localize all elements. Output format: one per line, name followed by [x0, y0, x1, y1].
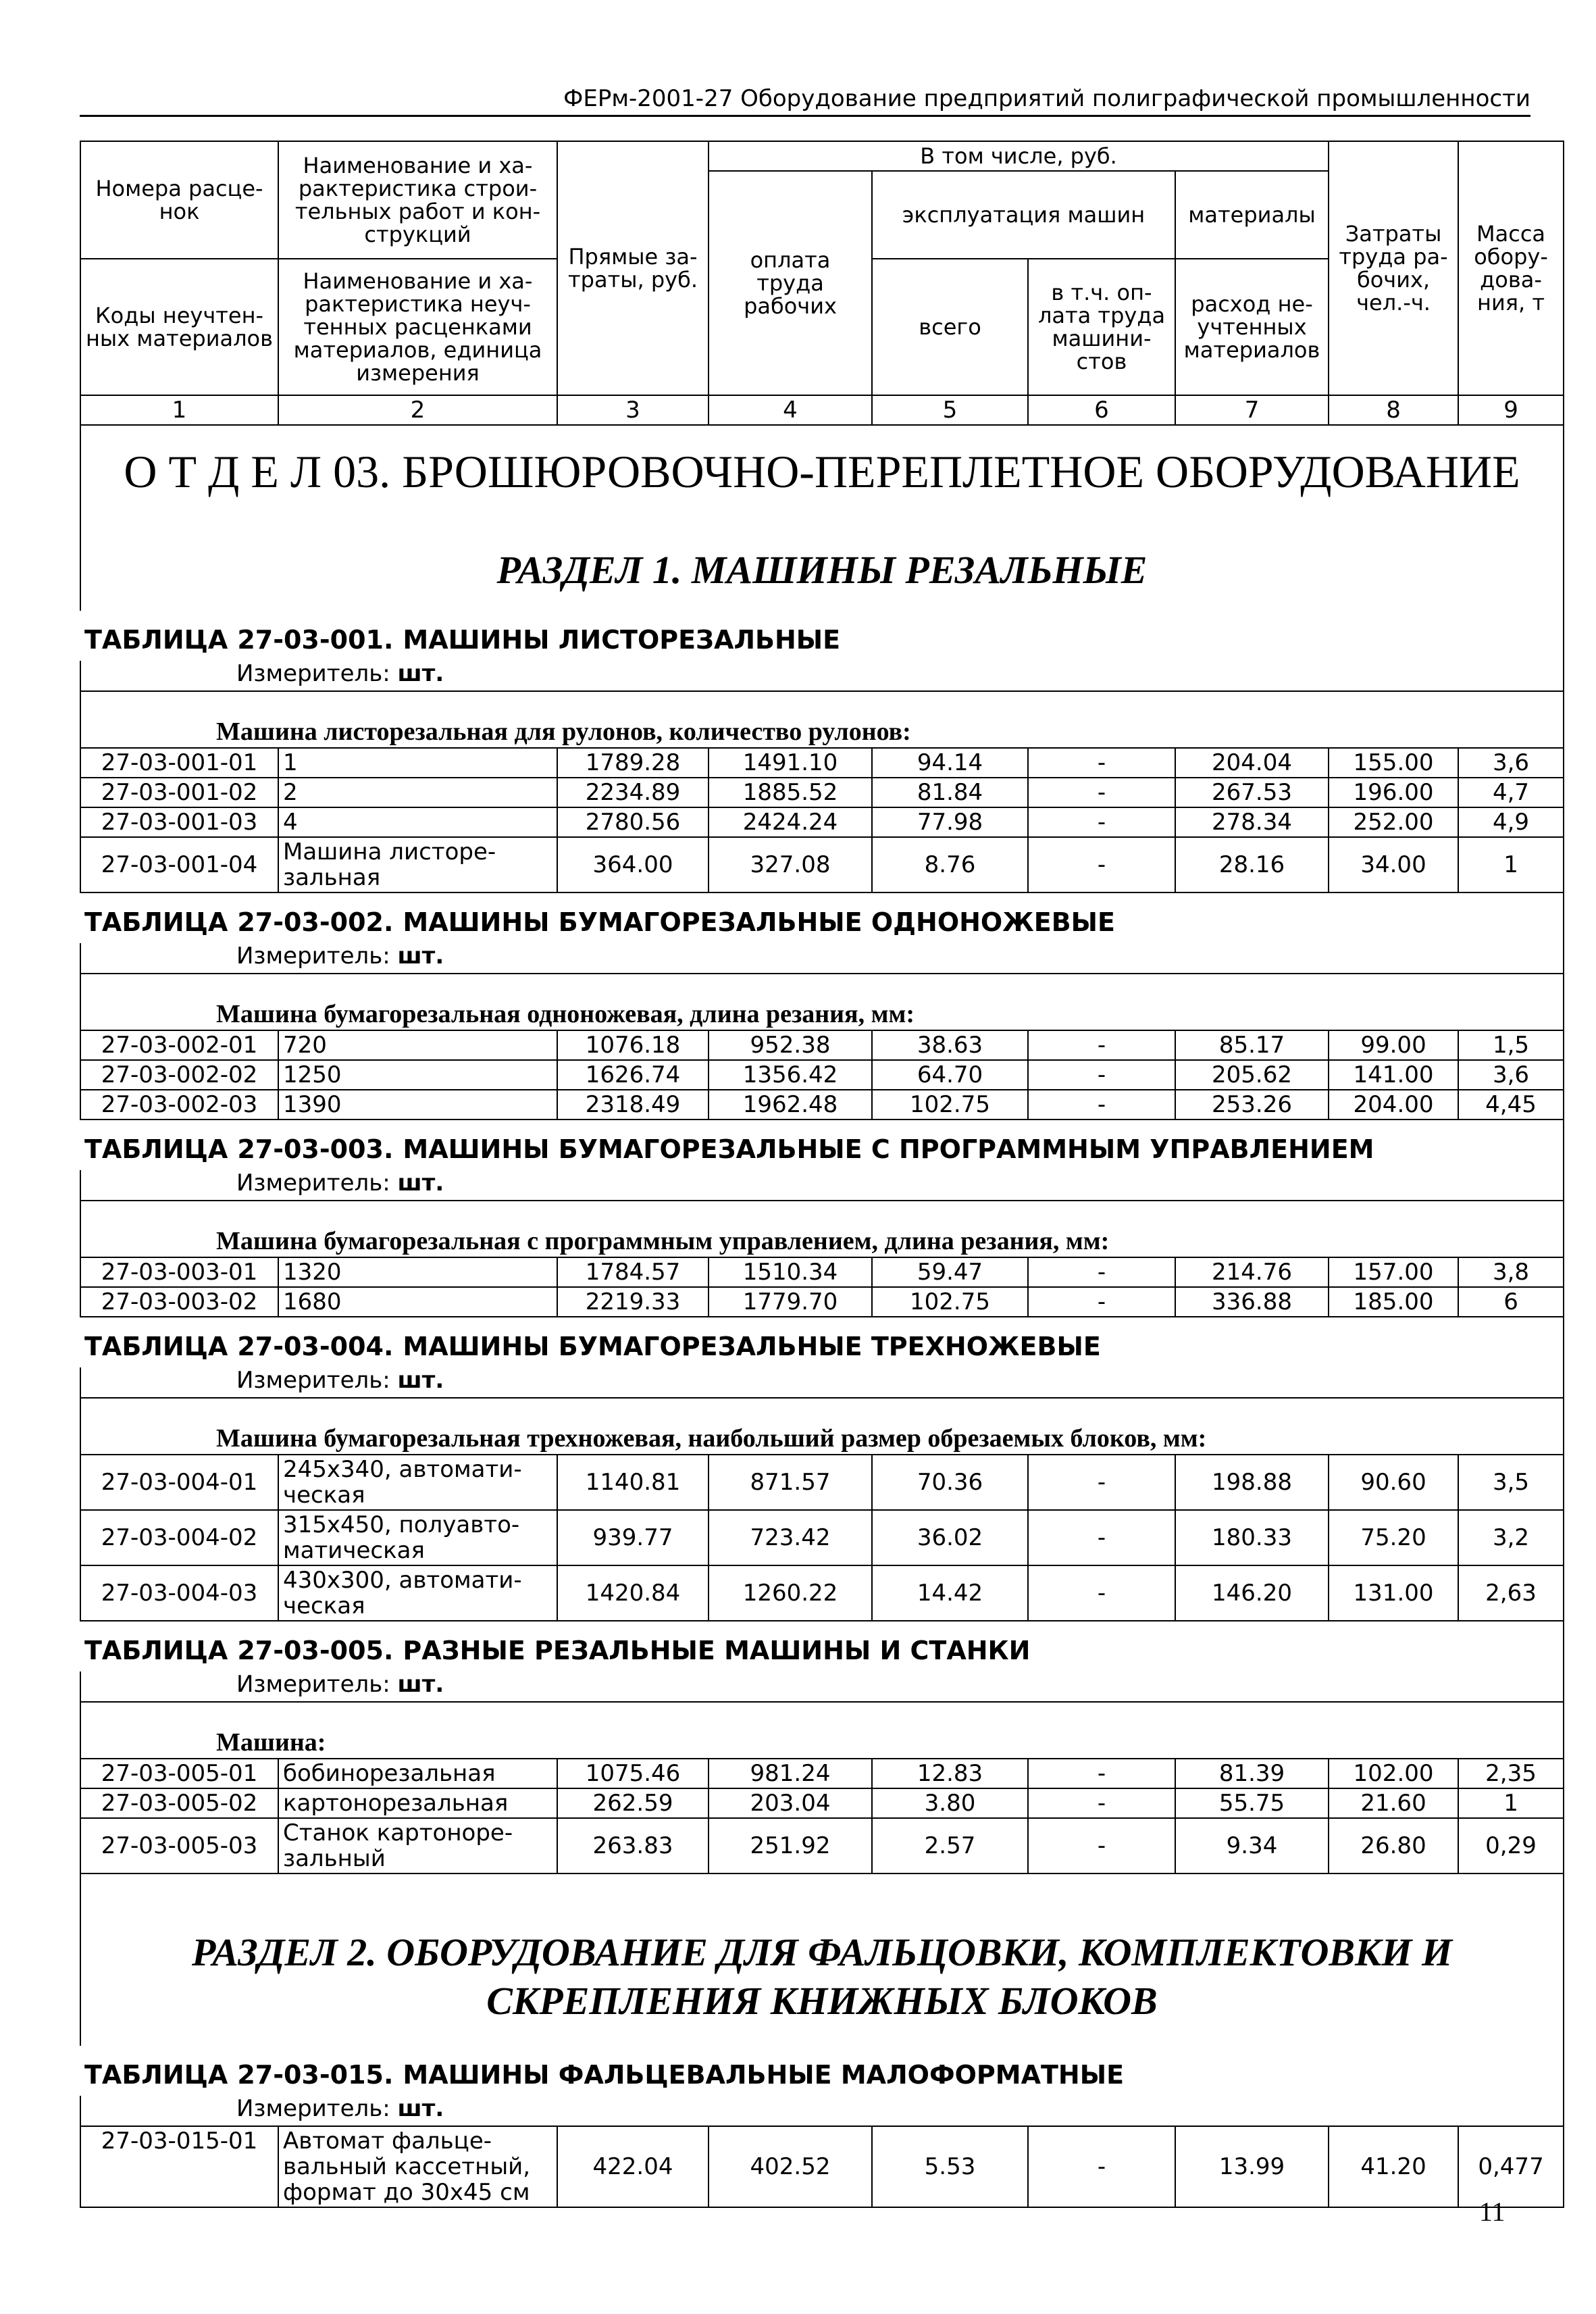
machines-total-cell: 12.83 [872, 1759, 1028, 1788]
table-row [80, 1287, 1564, 1317]
header-col6: в т.ч. оп-лата труда машини-стов [1028, 259, 1175, 395]
code-cell: 27-03-005-01 [80, 1759, 278, 1788]
operators-wages-cell: - [1028, 1759, 1175, 1788]
operators-wages-cell: - [1028, 1510, 1175, 1565]
table-prefix: ТАБЛИЦА [84, 625, 228, 655]
materials-cell: 81.39 [1175, 1759, 1329, 1788]
labor-cell: 204.00 [1329, 1090, 1458, 1120]
code-cell: 27-03-003-01 [80, 1257, 278, 1287]
operators-wages-cell: - [1028, 837, 1175, 892]
wages-cell: 1491.10 [709, 748, 872, 778]
name-cell: 720 [278, 1030, 557, 1060]
table-number: 27-03-015. [237, 2060, 394, 2090]
labor-cell: 157.00 [1329, 1257, 1458, 1287]
meter-line [80, 661, 1564, 691]
direct-costs-cell: 2780.56 [557, 807, 709, 837]
table-row [80, 1759, 1564, 1788]
header-col3: Прямые за-траты, руб. [557, 141, 709, 395]
meter-label: Измеритель: [236, 661, 390, 687]
table-row [80, 2126, 1564, 2207]
machines-total-cell: 102.75 [872, 1287, 1028, 1317]
meter-unit: шт. [397, 661, 444, 687]
wages-cell: 1260.22 [709, 1565, 872, 1621]
machines-total-cell: 2.57 [872, 1818, 1028, 1873]
razdel1-title: РАЗДЕЛ 1. МАШИНЫ РЕЗАЛЬНЫЕ [80, 519, 1564, 611]
direct-costs-cell: 2234.89 [557, 778, 709, 807]
page-number: 11 [1479, 2196, 1505, 2227]
table-row [80, 1060, 1564, 1090]
machines-total-cell: 70.36 [872, 1455, 1028, 1510]
table-number: 27-03-005. [237, 1636, 394, 1665]
table-row [80, 1030, 1564, 1060]
code-cell: 27-03-004-03 [80, 1565, 278, 1621]
materials-cell: 180.33 [1175, 1510, 1329, 1565]
meter-label: Измеритель: [236, 1671, 390, 1698]
mass-cell: 3,8 [1458, 1257, 1564, 1287]
table-name: МАШИНЫ ЛИСТОРЕЗАЛЬНЫЕ [403, 625, 841, 655]
table-name: МАШИНЫ БУМАГОРЕЗАЛЬНЫЕ С ПРОГРАММНЫМ УПРАВЛЕНИЕМ [403, 1134, 1374, 1164]
direct-costs-cell: 2219.33 [557, 1287, 709, 1317]
col-number: 7 [1175, 395, 1329, 425]
name-cell: 1 [278, 748, 557, 778]
materials-cell: 13.99 [1175, 2126, 1329, 2207]
col-number: 5 [872, 395, 1028, 425]
labor-cell: 75.20 [1329, 1510, 1458, 1565]
operators-wages-cell: - [1028, 1455, 1175, 1510]
header-incl: В том числе, руб. [709, 141, 1329, 171]
table-prefix: ТАБЛИЦА [84, 2060, 228, 2090]
meter-unit: шт. [397, 1170, 444, 1197]
code-cell: 27-03-001-02 [80, 778, 278, 807]
mass-cell: 1 [1458, 1788, 1564, 1818]
table-row [80, 1090, 1564, 1120]
mass-cell: 1 [1458, 837, 1564, 892]
operators-wages-cell: - [1028, 1565, 1175, 1621]
mass-cell: 4,9 [1458, 807, 1564, 837]
direct-costs-cell: 1626.74 [557, 1060, 709, 1090]
mass-cell: 3,6 [1458, 1060, 1564, 1090]
table-row [80, 807, 1564, 837]
labor-cell: 155.00 [1329, 748, 1458, 778]
meter-label: Измеритель: [236, 943, 390, 970]
operators-wages-cell: - [1028, 1818, 1175, 1873]
name-cell: 2 [278, 778, 557, 807]
meter-line [80, 1170, 1564, 1201]
razdel2-title: РАЗДЕЛ 2. ОБОРУДОВАНИЕ ДЛЯ ФАЛЬЦОВКИ, КОМПЛЕКТОВКИ И СКРЕПЛЕНИЯ КНИЖНЫХ БЛОКОВ [80, 1873, 1564, 2046]
code-cell: 27-03-001-03 [80, 807, 278, 837]
materials-cell: 336.88 [1175, 1287, 1329, 1317]
code-cell: 27-03-015-01 [80, 2126, 278, 2207]
code-cell: 27-03-004-01 [80, 1455, 278, 1510]
direct-costs-cell: 1789.28 [557, 748, 709, 778]
group-title: Машина бумагорезальная трехножевая, наибольший размер обрезаемых блоков, мм: [80, 1398, 1564, 1455]
code-cell: 27-03-003-02 [80, 1287, 278, 1317]
direct-costs-cell: 1140.81 [557, 1455, 709, 1510]
labor-cell: 34.00 [1329, 837, 1458, 892]
table-number: 27-03-001. [237, 625, 394, 655]
machines-total-cell: 8.76 [872, 837, 1028, 892]
name-cell: 1390 [278, 1090, 557, 1120]
table-row [80, 778, 1564, 807]
name-cell: 315х450, полуавто-матическая [278, 1510, 557, 1565]
name-cell: Машина листоре-зальная [278, 837, 557, 892]
meter-line [80, 1671, 1564, 1702]
materials-cell: 28.16 [1175, 837, 1329, 892]
header-col5: всего [872, 259, 1028, 395]
machines-total-cell: 36.02 [872, 1510, 1028, 1565]
mass-cell: 4,45 [1458, 1090, 1564, 1120]
table-title [80, 611, 1564, 661]
materials-cell: 85.17 [1175, 1030, 1329, 1060]
wages-cell: 1962.48 [709, 1090, 872, 1120]
name-cell: 4 [278, 807, 557, 837]
table-row [80, 1818, 1564, 1873]
meter-label: Измеритель: [236, 1170, 390, 1197]
operators-wages-cell: - [1028, 807, 1175, 837]
materials-cell: 205.62 [1175, 1060, 1329, 1090]
labor-cell: 102.00 [1329, 1759, 1458, 1788]
wages-cell: 1779.70 [709, 1287, 872, 1317]
mass-cell: 3,5 [1458, 1455, 1564, 1510]
table-row [80, 1510, 1564, 1565]
machines-total-cell: 102.75 [872, 1090, 1028, 1120]
code-cell: 27-03-005-03 [80, 1818, 278, 1873]
header-col4: оплата труда рабочих [709, 171, 872, 395]
table-row [80, 1455, 1564, 1510]
running-header-text: ФЕРм-2001-27 Оборудование предприятий полиграфической промышленности [563, 85, 1530, 112]
table-number: 27-03-004. [237, 1332, 394, 1361]
table-row [80, 1788, 1564, 1818]
meter-unit: шт. [397, 1671, 444, 1698]
materials-cell: 278.34 [1175, 807, 1329, 837]
labor-cell: 26.80 [1329, 1818, 1458, 1873]
header-col1-top: Номера расце-нок [80, 141, 278, 259]
code-cell: 27-03-001-04 [80, 837, 278, 892]
header-col7: расход не-учтенных материалов [1175, 259, 1329, 395]
wages-cell: 1510.34 [709, 1257, 872, 1287]
column-number-row [80, 395, 1564, 425]
labor-cell: 21.60 [1329, 1788, 1458, 1818]
labor-cell: 99.00 [1329, 1030, 1458, 1060]
page-content [80, 141, 1548, 2208]
group-title: Машина бумагорезальная одноножевая, длина резания, мм: [80, 974, 1564, 1030]
mass-cell: 4,7 [1458, 778, 1564, 807]
group-title: Машина: [80, 1702, 1564, 1759]
operators-wages-cell: - [1028, 1788, 1175, 1818]
name-cell: 1250 [278, 1060, 557, 1090]
table-name: МАШИНЫ БУМАГОРЕЗАЛЬНЫЕ ТРЕХНОЖЕВЫЕ [403, 1332, 1101, 1361]
mass-cell: 0,477 [1458, 2126, 1564, 2207]
machines-total-cell: 14.42 [872, 1565, 1028, 1621]
meter-unit: шт. [397, 943, 444, 970]
operators-wages-cell: - [1028, 778, 1175, 807]
mass-cell: 1,5 [1458, 1030, 1564, 1060]
wages-cell: 871.57 [709, 1455, 872, 1510]
col-number: 8 [1329, 395, 1458, 425]
direct-costs-cell: 1076.18 [557, 1030, 709, 1060]
code-cell: 27-03-002-02 [80, 1060, 278, 1090]
operators-wages-cell: - [1028, 1090, 1175, 1120]
name-cell: 1320 [278, 1257, 557, 1287]
name-cell: 245х340, автомати-ческая [278, 1455, 557, 1510]
header-materials: материалы [1175, 171, 1329, 259]
meter-unit: шт. [397, 2096, 444, 2122]
wages-cell: 327.08 [709, 837, 872, 892]
direct-costs-cell: 2318.49 [557, 1090, 709, 1120]
wages-cell: 2424.24 [709, 807, 872, 837]
machines-total-cell: 81.84 [872, 778, 1028, 807]
materials-cell: 55.75 [1175, 1788, 1329, 1818]
wages-cell: 1356.42 [709, 1060, 872, 1090]
header-col8: Затраты труда ра-бочих, чел.-ч. [1329, 141, 1458, 395]
mass-cell: 3,6 [1458, 748, 1564, 778]
wages-cell: 251.92 [709, 1818, 872, 1873]
labor-cell: 41.20 [1329, 2126, 1458, 2207]
operators-wages-cell: - [1028, 748, 1175, 778]
meter-label: Измеритель: [236, 2096, 390, 2122]
wages-cell: 981.24 [709, 1759, 872, 1788]
machines-total-cell: 3.80 [872, 1788, 1028, 1818]
header-col9: Масса обору-дова-ния, т [1458, 141, 1564, 395]
direct-costs-cell: 263.83 [557, 1818, 709, 1873]
direct-costs-cell: 1075.46 [557, 1759, 709, 1788]
mass-cell: 0,29 [1458, 1818, 1564, 1873]
table-row [80, 748, 1564, 778]
wages-cell: 952.38 [709, 1030, 872, 1060]
table-prefix: ТАБЛИЦА [84, 907, 228, 937]
labor-cell: 185.00 [1329, 1287, 1458, 1317]
name-cell: Станок картоноре-зальный [278, 1818, 557, 1873]
direct-costs-cell: 262.59 [557, 1788, 709, 1818]
machines-total-cell: 38.63 [872, 1030, 1028, 1060]
materials-cell: 267.53 [1175, 778, 1329, 807]
machines-total-cell: 64.70 [872, 1060, 1028, 1090]
running-header [80, 82, 1530, 117]
mass-cell: 2,35 [1458, 1759, 1564, 1788]
table-title [80, 892, 1564, 943]
header-machines: эксплуатация машин [872, 171, 1175, 259]
group-title: Машина листорезальная для рулонов, количество рулонов: [80, 691, 1564, 748]
table-prefix: ТАБЛИЦА [84, 1134, 228, 1164]
labor-cell: 131.00 [1329, 1565, 1458, 1621]
table-title [80, 1317, 1564, 1367]
table-row [80, 1257, 1564, 1287]
table-title [80, 1621, 1564, 1671]
direct-costs-cell: 422.04 [557, 2126, 709, 2207]
mass-cell: 3,2 [1458, 1510, 1564, 1565]
materials-cell: 146.20 [1175, 1565, 1329, 1621]
table-name: РАЗНЫЕ РЕЗАЛЬНЫЕ МАШИНЫ И СТАНКИ [403, 1636, 1031, 1665]
group-title: Машина бумагорезальная с программным управлением, длина резания, мм: [80, 1201, 1564, 1257]
wages-cell: 203.04 [709, 1788, 872, 1818]
direct-costs-cell: 939.77 [557, 1510, 709, 1565]
col-number: 1 [80, 395, 278, 425]
header-col2-bottom: Наименование и ха-рактеристика неуч-тенных расценками материалов, единица измерения [278, 259, 557, 395]
meter-line [80, 2096, 1564, 2126]
name-cell: картонорезальная [278, 1788, 557, 1818]
operators-wages-cell: - [1028, 2126, 1175, 2207]
table-name: МАШИНЫ БУМАГОРЕЗАЛЬНЫЕ ОДНОНОЖЕВЫЕ [403, 907, 1116, 937]
mass-cell: 2,63 [1458, 1565, 1564, 1621]
mass-cell: 6 [1458, 1287, 1564, 1317]
meter-line [80, 1367, 1564, 1398]
col-number: 9 [1458, 395, 1564, 425]
header-col1-bottom: Коды неучтен-ных материалов [80, 259, 278, 395]
code-cell: 27-03-005-02 [80, 1788, 278, 1818]
materials-cell: 9.34 [1175, 1818, 1329, 1873]
name-cell: 430х300, автомати-ческая [278, 1565, 557, 1621]
direct-costs-cell: 1420.84 [557, 1565, 709, 1621]
operators-wages-cell: - [1028, 1257, 1175, 1287]
materials-cell: 253.26 [1175, 1090, 1329, 1120]
table-number: 27-03-002. [237, 907, 394, 937]
direct-costs-cell: 1784.57 [557, 1257, 709, 1287]
table-title [80, 1120, 1564, 1170]
table-prefix: ТАБЛИЦА [84, 1636, 228, 1665]
table-number: 27-03-003. [237, 1134, 394, 1164]
labor-cell: 196.00 [1329, 778, 1458, 807]
labor-cell: 90.60 [1329, 1455, 1458, 1510]
machines-total-cell: 77.98 [872, 807, 1028, 837]
meter-line [80, 943, 1564, 974]
machines-total-cell: 59.47 [872, 1257, 1028, 1287]
labor-cell: 141.00 [1329, 1060, 1458, 1090]
header-col2-top: Наименование и ха-рактеристика строи-тельных работ и кон-струкций [278, 141, 557, 259]
direct-costs-cell: 364.00 [557, 837, 709, 892]
operators-wages-cell: - [1028, 1030, 1175, 1060]
table-name: МАШИНЫ ФАЛЬЦЕВАЛЬНЫЕ МАЛОФОРМАТНЫЕ [403, 2060, 1125, 2090]
col-number: 3 [557, 395, 709, 425]
materials-cell: 198.88 [1175, 1455, 1329, 1510]
otdel-title: О Т Д Е Л 03. БРОШЮРОВОЧНО-ПЕРЕПЛЕТНОЕ ОБОРУДОВАНИЕ [80, 425, 1564, 519]
code-cell: 27-03-002-03 [80, 1090, 278, 1120]
table-row [80, 1565, 1564, 1621]
wages-cell: 402.52 [709, 2126, 872, 2207]
wages-cell: 1885.52 [709, 778, 872, 807]
code-cell: 27-03-004-02 [80, 1510, 278, 1565]
table-row [80, 837, 1564, 892]
wages-cell: 723.42 [709, 1510, 872, 1565]
labor-cell: 252.00 [1329, 807, 1458, 837]
col-number: 4 [709, 395, 872, 425]
code-cell: 27-03-001-01 [80, 748, 278, 778]
table-title [80, 2046, 1564, 2096]
operators-wages-cell: - [1028, 1060, 1175, 1090]
col-number: 2 [278, 395, 557, 425]
code-cell: 27-03-002-01 [80, 1030, 278, 1060]
operators-wages-cell: - [1028, 1287, 1175, 1317]
machines-total-cell: 94.14 [872, 748, 1028, 778]
materials-cell: 204.04 [1175, 748, 1329, 778]
name-cell: бобинорезальная [278, 1759, 557, 1788]
table-prefix: ТАБЛИЦА [84, 1332, 228, 1361]
materials-cell: 214.76 [1175, 1257, 1329, 1287]
meter-unit: шт. [397, 1367, 444, 1394]
col-number: 6 [1028, 395, 1175, 425]
name-cell: Автомат фальце-вальный кассетный, формат до 30х45 см [278, 2126, 557, 2207]
norms-table [80, 141, 1564, 2208]
name-cell: 1680 [278, 1287, 557, 1317]
machines-total-cell: 5.53 [872, 2126, 1028, 2207]
meter-label: Измеритель: [236, 1367, 390, 1394]
